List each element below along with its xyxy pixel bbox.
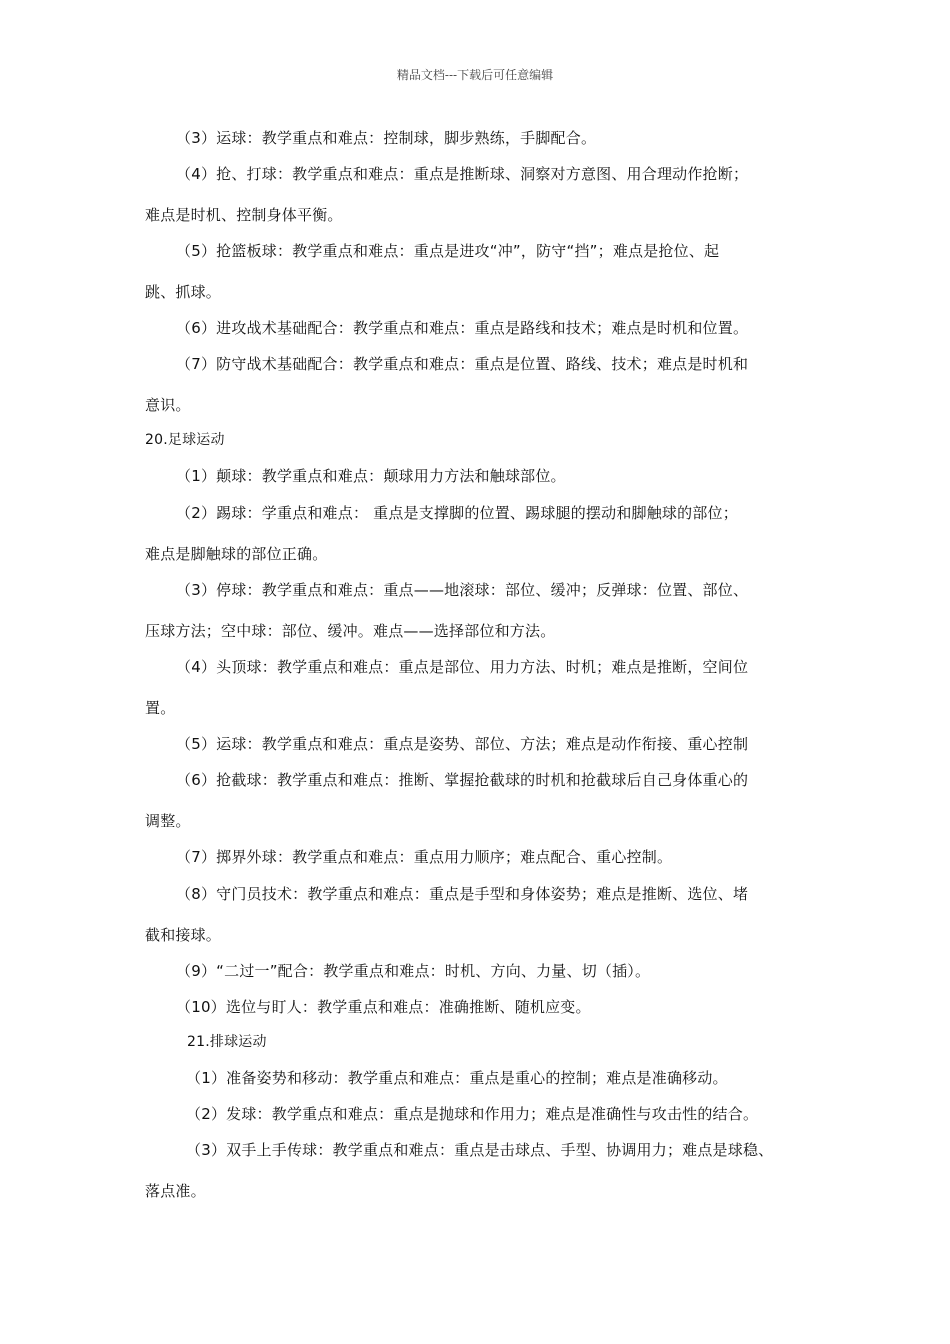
text-line: （2）发球：教学重点和难点：重点是抛球和作用力；难点是准确性与攻击性的结合。 xyxy=(186,1105,759,1123)
text-line: （6）进攻战术基础配合：教学重点和难点：重点是路线和技术；难点是时机和位置。 xyxy=(176,319,749,337)
text-line: 意识。 xyxy=(145,396,191,414)
text-line: （3）双手上手传球：教学重点和难点：重点是击球点、手型、协调用力；难点是球稳、 xyxy=(186,1141,774,1159)
text-line: 落点准。 xyxy=(145,1182,206,1200)
text-line: 跳、抓球。 xyxy=(145,283,222,301)
section-heading: 20.足球运动 xyxy=(145,432,225,448)
text-line: 压球方法；空中球：部位、缓冲。难点——选择部位和方法。 xyxy=(145,622,556,640)
text-line: 截和接球。 xyxy=(145,926,222,944)
text-line: （7）掷界外球：教学重点和难点：重点用力顺序；难点配合、重心控制。 xyxy=(176,848,673,866)
text-line: 难点是时机、控制身体平衡。 xyxy=(145,206,343,224)
text-line: 调整。 xyxy=(145,812,191,830)
text-line: （8）守门员技术：教学重点和难点：重点是手型和身体姿势；难点是推断、选位、堵 xyxy=(176,885,749,903)
text-line: （3）运球：教学重点和难点：控制球，脚步熟练，手脚配合。 xyxy=(176,129,597,147)
text-line: （4）头顶球：教学重点和难点：重点是部位、用力方法、时机；难点是推断，空间位 xyxy=(176,658,749,676)
text-line: （3）停球：教学重点和难点：重点——地滚球：部位、缓冲；反弹球：位置、部位、 xyxy=(176,581,749,599)
text-line: 置。 xyxy=(145,699,176,717)
text-line: （2）踢球：学重点和难点： 重点是支撑脚的位置、踢球腿的摆动和脚触球的部位； xyxy=(176,504,738,522)
text-line: （10）选位与盯人：教学重点和难点：准确推断、随机应变。 xyxy=(176,998,591,1016)
section-heading: 21.排球运动 xyxy=(187,1034,267,1050)
text-line: （1）颠球：教学重点和难点：颠球用力方法和触球部位。 xyxy=(176,467,566,485)
text-line: 难点是脚触球的部位正确。 xyxy=(145,545,328,563)
text-line: （6）抢截球：教学重点和难点：推断、掌握抢截球的时机和抢截球后自己身体重心的 xyxy=(176,771,749,789)
text-line: （9）“二过一”配合：教学重点和难点：时机、方向、力量、切（插）。 xyxy=(176,962,651,980)
text-line: （5）运球：教学重点和难点：重点是姿势、部位、方法；难点是动作衔接、重心控制 xyxy=(176,735,749,753)
text-line: （1）准备姿势和移动：教学重点和难点：重点是重心的控制；难点是准确移动。 xyxy=(186,1069,728,1087)
text-line: （5）抢篮板球：教学重点和难点：重点是进攻“冲”，防守“挡”；难点是抢位、起 xyxy=(176,242,720,260)
text-line: （7）防守战术基础配合：教学重点和难点：重点是位置、路线、技术；难点是时机和 xyxy=(176,355,749,373)
text-line: （4）抢、打球：教学重点和难点：重点是推断球、洞察对方意图、用合理动作抢断； xyxy=(176,165,749,183)
page-header: 精品文档---下载后可任意编辑 xyxy=(396,68,554,82)
